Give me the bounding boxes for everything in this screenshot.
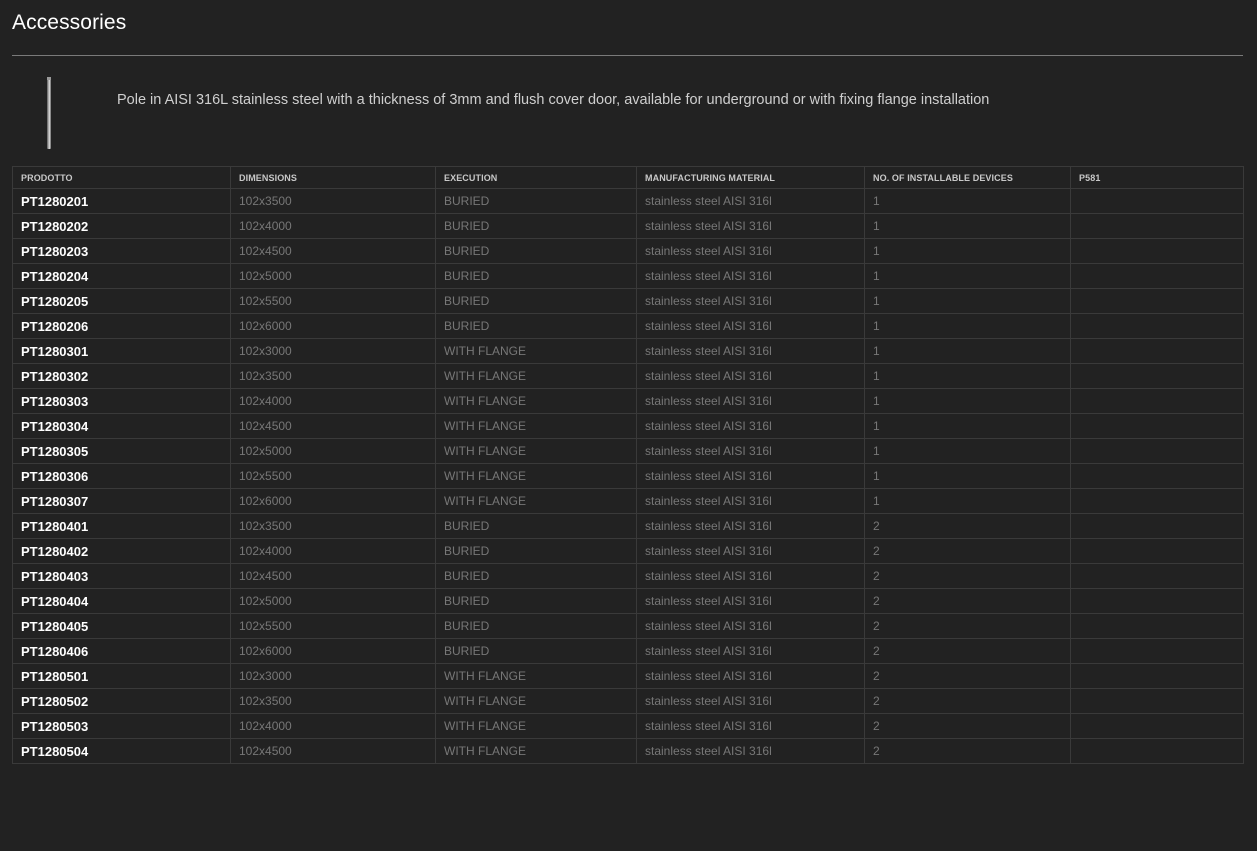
product-code-cell: PT1280206: [13, 314, 231, 339]
table-row: [13, 564, 1244, 589]
execution-cell: WITH FLANGE: [436, 364, 637, 389]
dimensions-cell: 102x3000: [231, 339, 436, 364]
table-row: [13, 739, 1244, 764]
execution-cell: WITH FLANGE: [436, 414, 637, 439]
execution-cell: WITH FLANGE: [436, 714, 637, 739]
execution-cell: BURIED: [436, 564, 637, 589]
table-row: [13, 364, 1244, 389]
devices-cell: 1: [865, 464, 1071, 489]
pole-icon: [47, 77, 51, 149]
devices-cell: 2: [865, 564, 1071, 589]
dimensions-cell: 102x4000: [231, 714, 436, 739]
column-header-devices: NO. OF INSTALLABLE DEVICES: [865, 167, 1071, 189]
product-code-cell: PT1280205: [13, 289, 231, 314]
product-code-cell: PT1280403: [13, 564, 231, 589]
dimensions-cell: 102x5500: [231, 614, 436, 639]
product-code-cell: PT1280404: [13, 589, 231, 614]
p581-cell: [1071, 614, 1244, 639]
material-cell: stainless steel AISI 316l: [637, 389, 865, 414]
dimensions-cell: 102x5000: [231, 264, 436, 289]
devices-cell: 2: [865, 739, 1071, 764]
title-divider: [12, 55, 1243, 56]
material-cell: stainless steel AISI 316l: [637, 314, 865, 339]
dimensions-cell: 102x3500: [231, 189, 436, 214]
devices-cell: 1: [865, 339, 1071, 364]
material-cell: stainless steel AISI 316l: [637, 714, 865, 739]
material-cell: stainless steel AISI 316l: [637, 514, 865, 539]
devices-cell: 1: [865, 489, 1071, 514]
execution-cell: BURIED: [436, 614, 637, 639]
material-cell: stainless steel AISI 316l: [637, 414, 865, 439]
material-cell: stainless steel AISI 316l: [637, 739, 865, 764]
execution-cell: BURIED: [436, 589, 637, 614]
devices-cell: 1: [865, 389, 1071, 414]
table-row: [13, 339, 1244, 364]
p581-cell: [1071, 414, 1244, 439]
material-cell: stainless steel AISI 316l: [637, 339, 865, 364]
devices-cell: 1: [865, 414, 1071, 439]
material-cell: stainless steel AISI 316l: [637, 189, 865, 214]
product-code-cell: PT1280406: [13, 639, 231, 664]
table-row: [13, 289, 1244, 314]
product-code-cell: PT1280405: [13, 614, 231, 639]
accessories-table: [12, 166, 1244, 764]
dimensions-cell: 102x5000: [231, 589, 436, 614]
material-cell: stainless steel AISI 316l: [637, 214, 865, 239]
devices-cell: 1: [865, 439, 1071, 464]
dimensions-cell: 102x3000: [231, 664, 436, 689]
product-description: Pole in AISI 316L stainless steel with a thickness of 3mm and flush cover door, available for underground or with fixing flange installation: [117, 92, 990, 108]
product-code-cell: PT1280304: [13, 414, 231, 439]
dimensions-cell: 102x4500: [231, 414, 436, 439]
execution-cell: WITH FLANGE: [436, 689, 637, 714]
devices-cell: 1: [865, 264, 1071, 289]
p581-cell: [1071, 189, 1244, 214]
dimensions-cell: 102x4500: [231, 739, 436, 764]
execution-cell: WITH FLANGE: [436, 389, 637, 414]
devices-cell: 2: [865, 714, 1071, 739]
product-code-cell: PT1280401: [13, 514, 231, 539]
table-row: [13, 439, 1244, 464]
table-row: [13, 639, 1244, 664]
dimensions-cell: 102x3500: [231, 689, 436, 714]
p581-cell: [1071, 364, 1244, 389]
execution-cell: WITH FLANGE: [436, 464, 637, 489]
product-code-cell: PT1280302: [13, 364, 231, 389]
execution-cell: BURIED: [436, 514, 637, 539]
material-cell: stainless steel AISI 316l: [637, 689, 865, 714]
dimensions-cell: 102x4500: [231, 239, 436, 264]
p581-cell: [1071, 339, 1244, 364]
table-row: [13, 514, 1244, 539]
p581-cell: [1071, 564, 1244, 589]
product-code-cell: PT1280504: [13, 739, 231, 764]
execution-cell: BURIED: [436, 214, 637, 239]
material-cell: stainless steel AISI 316l: [637, 364, 865, 389]
product-code-cell: PT1280306: [13, 464, 231, 489]
p581-cell: [1071, 214, 1244, 239]
devices-cell: 1: [865, 239, 1071, 264]
execution-cell: BURIED: [436, 639, 637, 664]
dimensions-cell: 102x4000: [231, 539, 436, 564]
material-cell: stainless steel AISI 316l: [637, 564, 865, 589]
p581-cell: [1071, 714, 1244, 739]
table-row: [13, 614, 1244, 639]
execution-cell: WITH FLANGE: [436, 339, 637, 364]
dimensions-cell: 102x6000: [231, 489, 436, 514]
table-row: [13, 664, 1244, 689]
material-cell: stainless steel AISI 316l: [637, 589, 865, 614]
devices-cell: 2: [865, 689, 1071, 714]
column-header-material: MANUFACTURING MATERIAL: [637, 167, 865, 189]
product-code-cell: PT1280301: [13, 339, 231, 364]
table-row: [13, 389, 1244, 414]
table-row: [13, 189, 1244, 214]
p581-cell: [1071, 664, 1244, 689]
dimensions-cell: 102x5000: [231, 439, 436, 464]
p581-cell: [1071, 389, 1244, 414]
table-row: [13, 539, 1244, 564]
material-cell: stainless steel AISI 316l: [637, 539, 865, 564]
product-code-cell: PT1280303: [13, 389, 231, 414]
execution-cell: WITH FLANGE: [436, 739, 637, 764]
product-code-cell: PT1280501: [13, 664, 231, 689]
product-code-cell: PT1280201: [13, 189, 231, 214]
table-row: [13, 214, 1244, 239]
devices-cell: 1: [865, 189, 1071, 214]
dimensions-cell: 102x3500: [231, 514, 436, 539]
page-title: Accessories: [12, 11, 127, 34]
material-cell: stainless steel AISI 316l: [637, 264, 865, 289]
product-code-cell: PT1280305: [13, 439, 231, 464]
column-header-product: PRODOTTO: [13, 167, 231, 189]
product-code-cell: PT1280204: [13, 264, 231, 289]
table-row: [13, 239, 1244, 264]
table-row: [13, 314, 1244, 339]
p581-cell: [1071, 264, 1244, 289]
table-row: [13, 264, 1244, 289]
material-cell: stainless steel AISI 316l: [637, 614, 865, 639]
execution-cell: WITH FLANGE: [436, 664, 637, 689]
p581-cell: [1071, 464, 1244, 489]
devices-cell: 2: [865, 639, 1071, 664]
product-code-cell: PT1280202: [13, 214, 231, 239]
p581-cell: [1071, 689, 1244, 714]
dimensions-cell: 102x3500: [231, 364, 436, 389]
table-row: [13, 489, 1244, 514]
material-cell: stainless steel AISI 316l: [637, 439, 865, 464]
dimensions-cell: 102x5500: [231, 464, 436, 489]
table-row: [13, 464, 1244, 489]
column-header-execution: EXECUTION: [436, 167, 637, 189]
dimensions-cell: 102x6000: [231, 639, 436, 664]
p581-cell: [1071, 314, 1244, 339]
p581-cell: [1071, 439, 1244, 464]
dimensions-cell: 102x4500: [231, 564, 436, 589]
material-cell: stainless steel AISI 316l: [637, 464, 865, 489]
devices-cell: 2: [865, 614, 1071, 639]
table-row: [13, 414, 1244, 439]
execution-cell: BURIED: [436, 314, 637, 339]
devices-cell: 1: [865, 289, 1071, 314]
product-code-cell: PT1280203: [13, 239, 231, 264]
devices-cell: 1: [865, 214, 1071, 239]
table-row: [13, 714, 1244, 739]
execution-cell: BURIED: [436, 264, 637, 289]
dimensions-cell: 102x6000: [231, 314, 436, 339]
devices-cell: 2: [865, 514, 1071, 539]
accessories-table-container: [12, 166, 1243, 764]
dimensions-cell: 102x5500: [231, 289, 436, 314]
devices-cell: 1: [865, 314, 1071, 339]
execution-cell: WITH FLANGE: [436, 489, 637, 514]
execution-cell: BURIED: [436, 539, 637, 564]
material-cell: stainless steel AISI 316l: [637, 239, 865, 264]
p581-cell: [1071, 639, 1244, 664]
table-header-row: [13, 167, 1244, 189]
material-cell: stainless steel AISI 316l: [637, 664, 865, 689]
devices-cell: 2: [865, 539, 1071, 564]
column-header-dimensions: DIMENSIONS: [231, 167, 436, 189]
execution-cell: WITH FLANGE: [436, 439, 637, 464]
material-cell: stainless steel AISI 316l: [637, 639, 865, 664]
column-header-p581: P581: [1071, 167, 1244, 189]
table-row: [13, 589, 1244, 614]
execution-cell: BURIED: [436, 189, 637, 214]
devices-cell: 2: [865, 589, 1071, 614]
material-cell: stainless steel AISI 316l: [637, 489, 865, 514]
p581-cell: [1071, 239, 1244, 264]
p581-cell: [1071, 539, 1244, 564]
execution-cell: BURIED: [436, 239, 637, 264]
product-code-cell: PT1280402: [13, 539, 231, 564]
product-code-cell: PT1280503: [13, 714, 231, 739]
p581-cell: [1071, 489, 1244, 514]
table-row: [13, 689, 1244, 714]
devices-cell: 2: [865, 664, 1071, 689]
p581-cell: [1071, 589, 1244, 614]
product-code-cell: PT1280307: [13, 489, 231, 514]
product-code-cell: PT1280502: [13, 689, 231, 714]
p581-cell: [1071, 739, 1244, 764]
devices-cell: 1: [865, 364, 1071, 389]
execution-cell: BURIED: [436, 289, 637, 314]
p581-cell: [1071, 514, 1244, 539]
table-body: [13, 189, 1244, 764]
dimensions-cell: 102x4000: [231, 214, 436, 239]
dimensions-cell: 102x4000: [231, 389, 436, 414]
p581-cell: [1071, 289, 1244, 314]
material-cell: stainless steel AISI 316l: [637, 289, 865, 314]
